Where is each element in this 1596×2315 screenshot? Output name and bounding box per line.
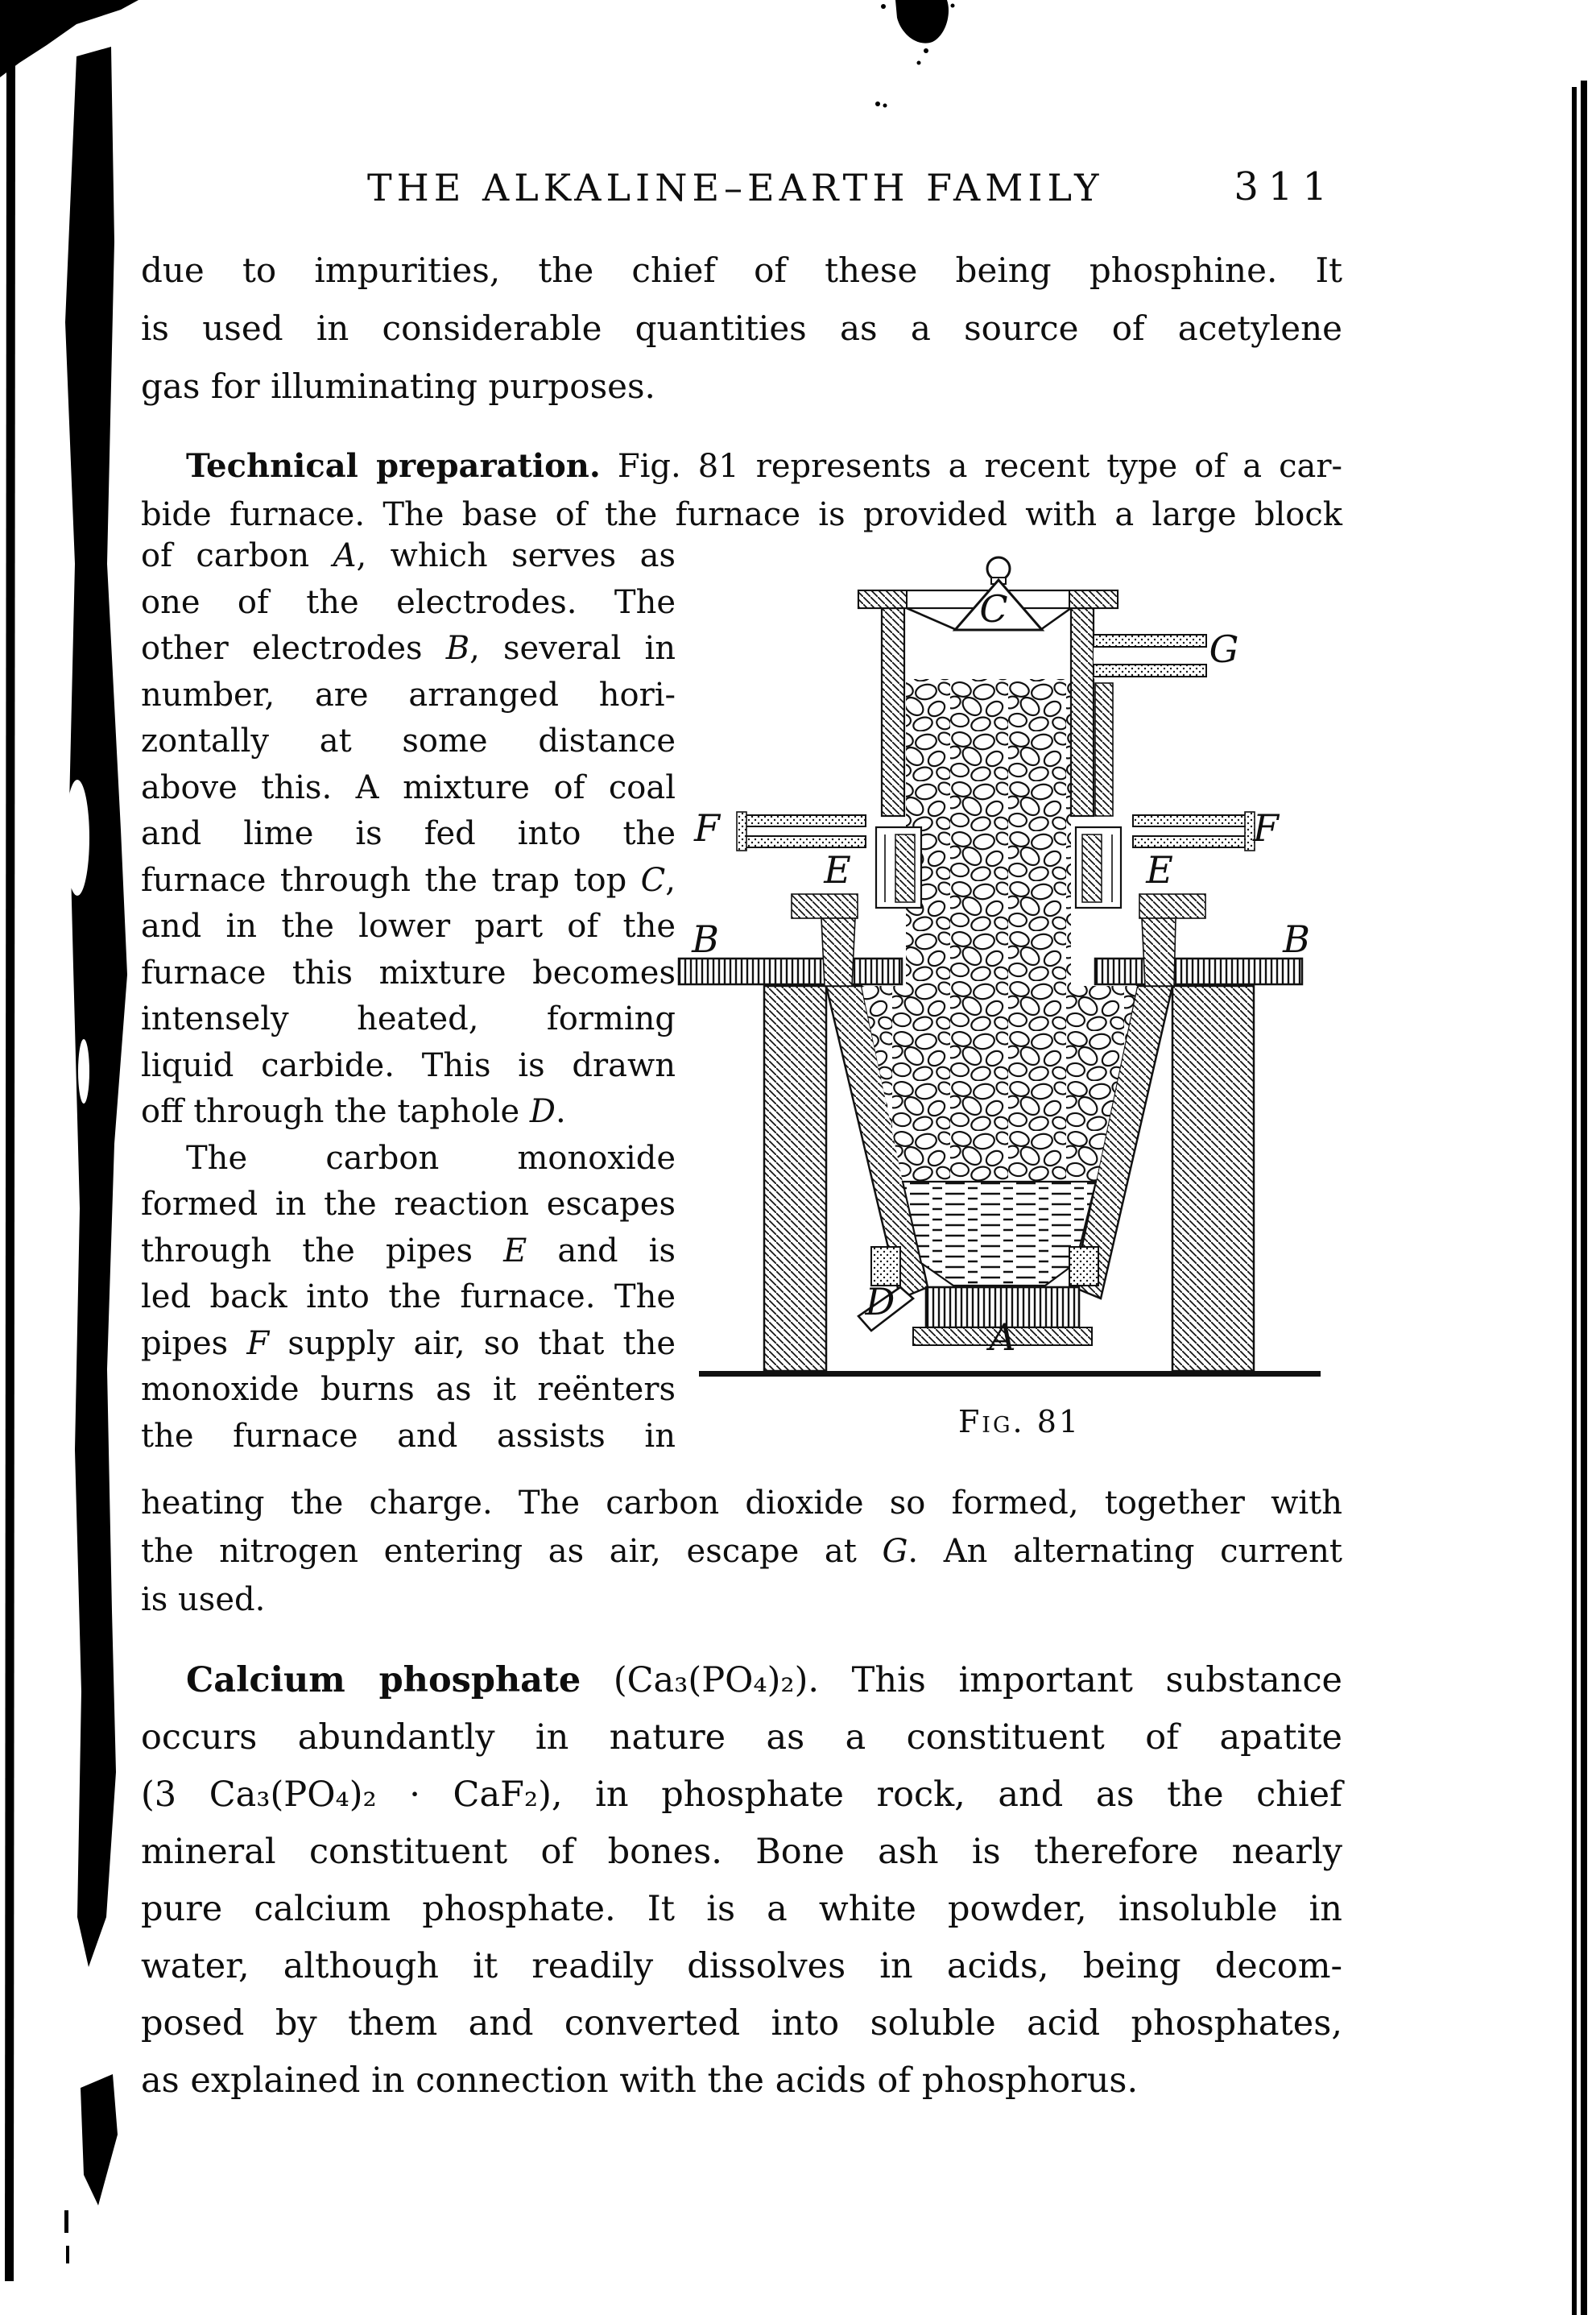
scan-right-edge-line-2 (1581, 81, 1587, 2315)
liquid-carbide (903, 1182, 1096, 1286)
page-number: 311 (1234, 164, 1337, 209)
furnace-leg-right (1172, 986, 1254, 1371)
top-flange-tab-left (858, 590, 907, 608)
offtake-pipe-top (1094, 635, 1206, 647)
text-line: as explained in connection with the acids of phosphorus. (141, 2060, 1139, 2101)
air-pipe-left-cap (737, 812, 746, 851)
bracket-right (1139, 894, 1205, 918)
hopper-slant-left (907, 608, 957, 630)
text-line: (3 Ca₃(PO₄)₂ · CaF₂), in phosphate rock, and as the chief (141, 1775, 1342, 1815)
text-line: liquid carbide. This is drawn (141, 1046, 676, 1084)
scan-band-notch-2 (78, 1039, 89, 1104)
ink-speck-5 (875, 101, 880, 106)
text-line: due to impurities, the chief of these being phosphine. It (141, 251, 1342, 290)
text-line: zontally at some distance (141, 723, 676, 760)
electrode-bar-left (679, 959, 902, 984)
paragraph-intro (141, 242, 1342, 416)
return-duct-right-core (1082, 834, 1102, 902)
text-line: furnace through the trap top C, (141, 861, 676, 899)
scan-dash-1 (64, 2210, 68, 2233)
ink-speck-6 (883, 104, 887, 108)
charge-shaft (906, 679, 1071, 986)
bracket-left (792, 894, 858, 918)
text-line: is used. (141, 1581, 266, 1618)
scan-left-edge-line (5, 61, 15, 2281)
text-line: and in the lower part of the (141, 908, 676, 945)
text-line: number, are arranged hori- (141, 676, 676, 714)
text-line: intensely heated, forming (141, 1000, 676, 1037)
text-line: the furnace and assists in (141, 1417, 676, 1455)
text-line: monoxide burns as it reënters (141, 1371, 676, 1408)
return-duct-left-core (895, 834, 915, 902)
offtake-pipe-bottom (1094, 665, 1206, 677)
scan-corner-wedge (0, 0, 139, 77)
scan-band-notch (65, 780, 89, 896)
text-line: gas for illuminating purposes. (141, 367, 655, 406)
shaft-wall-right (1071, 608, 1094, 816)
scan-right-edge-line-1 (1572, 87, 1577, 2315)
offtake-casing (1095, 683, 1113, 816)
text-line: led back into the furnace. The (141, 1278, 676, 1315)
figure-label-e-right: E (1146, 848, 1173, 892)
bracket-left-wedge (821, 918, 855, 986)
figure-label-d: D (865, 1280, 895, 1323)
page-title: THE ALKALINE–EARTH FAMILY (367, 166, 1104, 209)
text-line: off through the taphole D. (141, 1093, 566, 1130)
text-line: above this. A mixture of coal (141, 768, 676, 806)
air-pipe-right-bottom (1133, 836, 1250, 847)
text-line: one of the electrodes. The (141, 583, 676, 621)
figure-label-g: G (1209, 627, 1239, 671)
air-pipe-left-bottom (743, 836, 866, 847)
air-pipe-left-top (743, 815, 866, 826)
text-line: bide furnace. The base of the furnace is provided with a large block (141, 496, 1342, 533)
figure-caption: Fig. 81 (957, 1404, 1081, 1439)
ink-speck-4 (917, 61, 921, 65)
hopper-slant-right (1040, 608, 1071, 630)
top-flange-tab-right (1069, 590, 1118, 608)
bracket-right-wedge (1142, 918, 1176, 986)
text-line: furnace this mixture becomes (141, 954, 676, 992)
figure-label-e-left: E (824, 848, 851, 892)
furnace-leg-left (764, 986, 826, 1371)
figure-label-b-right: B (1283, 917, 1310, 961)
ink-speck-3 (924, 48, 928, 53)
text-line: occurs abundantly in nature as a constituent of apatite (141, 1717, 1342, 1758)
text-line: water, although it readily dissolves in acids, being decom- (141, 1946, 1342, 1986)
charge-cone (862, 986, 1137, 1182)
scan-binding-band-lower (81, 2074, 118, 2205)
text-line: posed by them and converted into soluble acid phosphates, (141, 2003, 1342, 2044)
ink-smudge (895, 0, 949, 43)
ground-line (699, 1371, 1321, 1377)
paragraph-technical-tail (141, 1479, 1342, 1624)
figure-81-carbide-furnace (660, 532, 1369, 1466)
text-line: Technical preparation. Fig. 81 represents a recent type of a car- (186, 447, 1342, 485)
text-line: Calcium phosphate (Ca₃(PO₄)₂). This important substance (186, 1660, 1342, 1700)
paragraph-calcium-phosphate (141, 1652, 1342, 2110)
figure-label-f-left: F (694, 806, 720, 850)
electrode-bar-right (1095, 959, 1302, 984)
paragraph-technical-lead (141, 442, 1342, 539)
paragraph-technical-column (141, 533, 676, 1460)
figure-label-a: A (989, 1315, 1016, 1359)
text-line: other electrodes B, several in (141, 630, 676, 667)
figure-label-f-right: F (1253, 806, 1279, 850)
text-line: of carbon A, which serves as (141, 537, 676, 574)
text-line: formed in the reaction escapes (141, 1186, 676, 1223)
air-pipe-right-top (1133, 815, 1250, 826)
text-line: and lime is fed into the (141, 815, 676, 852)
text-line: mineral constituent of bones. Bone ash is therefore nearly (141, 1832, 1342, 1872)
text-line: is used in considerable quantities as a source of acetylene (141, 309, 1342, 348)
ink-speck-1 (881, 4, 886, 9)
trap-top-knob (987, 557, 1010, 580)
figure-label-b-left: B (692, 917, 719, 961)
text-line: pipes F supply air, so that the (141, 1324, 676, 1362)
text-line: pure calcium phosphate. It is a white powder, insoluble in (141, 1889, 1342, 1929)
bowl-fitting-right (1069, 1247, 1098, 1286)
text-line: through the pipes E and is (141, 1232, 676, 1269)
text-line: heating the charge. The carbon dioxide so formed, together with (141, 1485, 1342, 1522)
scan-dash-2 (66, 2246, 69, 2263)
scan-binding-band (65, 47, 127, 1967)
text-line: The carbon monoxide (186, 1139, 676, 1177)
figure-label-c: C (979, 587, 1008, 631)
ink-speck-2 (951, 4, 955, 8)
shaft-wall-left (882, 608, 904, 816)
text-line: the nitrogen entering as air, escape at G. An alternating current (141, 1533, 1342, 1570)
